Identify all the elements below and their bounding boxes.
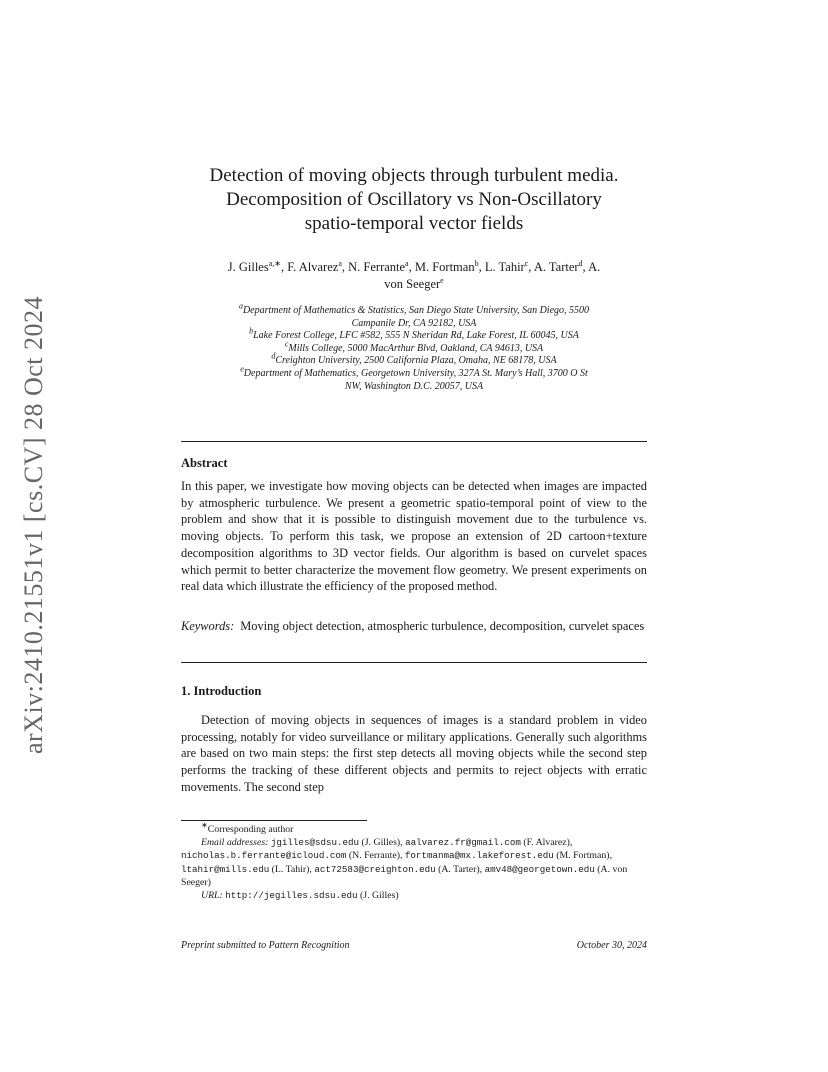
affiliation-text: Mills College, 5000 MacArthur Blvd, Oakland, CA 94613, USA — [288, 342, 544, 354]
footnotes — [181, 820, 647, 902]
footnote-corresponding — [181, 820, 647, 836]
affiliation-text: NW, Washington D.C. 20057, USA — [344, 380, 484, 392]
email-link[interactable]: amv48@georgetown.edu — [484, 863, 595, 875]
affiliation-text: Creighton University, 2500 California Plaza, Omaha, NE 68178, USA — [275, 355, 557, 367]
email-link[interactable]: jgilles@sdsu.edu — [270, 837, 360, 849]
title-line-3: spatio-temporal vector fields — [304, 213, 524, 234]
email-label: Email addresses: — [201, 837, 269, 849]
title-line-2: Decomposition of Oscillatory vs Non-Oscillatory — [226, 189, 602, 210]
affiliation-text: Department of Mathematics & Statistics, San Diego State University, San Diego, 5500 — [242, 305, 590, 316]
affiliation-sup: d — [271, 352, 276, 362]
affiliation-e-cont — [181, 381, 647, 394]
author-name: von Seeger — [384, 277, 441, 291]
url-owner: (J. Gilles) — [357, 890, 399, 902]
author-name: , A. Tarter — [528, 260, 579, 274]
affiliation-sup: b — [249, 326, 254, 336]
affiliation-text: Campanile Dr, CA 92182, USA — [351, 317, 477, 329]
author-name: , A. — [582, 260, 601, 274]
keywords — [181, 618, 647, 635]
author-name: , L. Tahir — [478, 260, 525, 274]
email-owner: (A. Tarter), — [435, 863, 483, 875]
author-sup: e — [440, 275, 444, 285]
url-link[interactable]: http://jegilles.sdsu.edu — [225, 890, 358, 902]
abstract-heading: Abstract — [181, 456, 228, 470]
author-name: , N. Ferrante — [341, 260, 406, 274]
author-line-2 — [181, 276, 647, 293]
email-link[interactable]: nicholas.b.ferrante@icloud.com — [181, 850, 347, 862]
section-heading-introduction: 1. Introduction — [181, 684, 262, 698]
affiliation-e — [181, 364, 647, 381]
affiliation-text: Lake Forest College, LFC #582, 555 N Sheridan Rd, Lake Forest, IL 60045, USA — [253, 330, 579, 342]
email-link[interactable]: ltahir@mills.edu — [181, 863, 270, 875]
author-sup: a,∗ — [268, 258, 281, 268]
affiliation-text: Department of Mathematics, Georgetown University, 327A St. Mary’s Hall, 3700 O St — [243, 367, 588, 379]
keywords-text: Moving object detection, atmospheric turbulence, decomposition, curvelet spaces — [240, 619, 645, 633]
footnote-emails — [181, 836, 647, 889]
author-name: J. Gilles — [227, 260, 269, 274]
footnote-url — [181, 889, 647, 902]
email-owner: (F. Alvarez), — [520, 837, 573, 849]
abstract-body: In this paper, we investigate how moving objects can be detected when images are impacted by atmospheric turbulence. We present a geometric spatio-temporal point of view to the problem and show that it is possible to distinguish movement due to the turbulence vs. moving objects. To perform this task, we propose an extension of 2D cartoon+texture decomposition algorithms to 3D vector fields. Our algorithm is based on curvelet spaces which permit to better characterize the movement flow geometry. We present experiments on real data which illustrate the efficiency of the proposed method. — [181, 479, 647, 594]
affiliation-sup: a — [238, 301, 243, 311]
author-sup: a — [405, 258, 409, 268]
email-owner: (N. Ferrante), — [346, 850, 405, 862]
url-label: URL: — [201, 890, 223, 902]
author-list — [181, 259, 647, 293]
footer-date: October 30, 2024 — [576, 940, 647, 951]
footnote-rule — [181, 820, 367, 821]
author-name: , F. Alvarez — [280, 260, 339, 274]
affiliation-sup: e — [240, 364, 244, 374]
email-owner: (L. Tahir), — [269, 863, 315, 875]
footnote-sup: ∗ — [201, 820, 208, 830]
email-link[interactable]: act72583@creighton.edu — [314, 863, 436, 875]
affiliations — [181, 301, 647, 393]
author-name: , M. Fortman — [408, 260, 475, 274]
page-footer — [181, 940, 647, 951]
footer-preprint-note: Preprint submitted to Pattern Recognition — [181, 940, 350, 951]
affiliation-sup: c — [284, 339, 289, 349]
affiliation-d — [181, 352, 647, 368]
paper-title — [181, 164, 647, 236]
author-line-1 — [181, 259, 647, 276]
email-owner: (M. Fortman), — [553, 850, 613, 862]
title-line-1: Detection of moving objects through turbulent media. — [209, 165, 619, 186]
author-sup: d — [578, 258, 583, 268]
arxiv-sidebar-stamp — [16, 290, 52, 760]
affiliation-c — [181, 339, 647, 356]
abstract-bottom-rule — [181, 662, 647, 663]
affiliation-a — [181, 301, 647, 318]
author-sup: c — [524, 258, 529, 268]
email-owner: (A. von Seeger) — [181, 863, 628, 888]
email-link[interactable]: fortmanma@mx.lakeforest.edu — [404, 850, 554, 862]
footnote-text: Corresponding author — [207, 824, 294, 835]
arxiv-id: arXiv:2410.21551v1 [cs.CV] 28 Oct 2024 — [19, 295, 48, 755]
author-sup: b — [474, 258, 479, 268]
keywords-label: Keywords: — [181, 619, 235, 633]
email-link[interactable]: aalvarez.fr@gmail.com — [405, 837, 521, 849]
abstract-top-rule — [181, 441, 647, 442]
author-sup: a — [338, 258, 342, 268]
introduction-body: Detection of moving objects in sequences of images is a standard problem in video processing, notably for video surveillance or military applications. Generally such algorithms are based on two main steps: the first step detects all moving objects while the second step performs the tracking of these different objects and permits to reject objects with erratic movements. The second step — [181, 713, 647, 794]
affiliation-b — [181, 326, 647, 343]
email-owner: (J. Gilles), — [359, 837, 406, 849]
